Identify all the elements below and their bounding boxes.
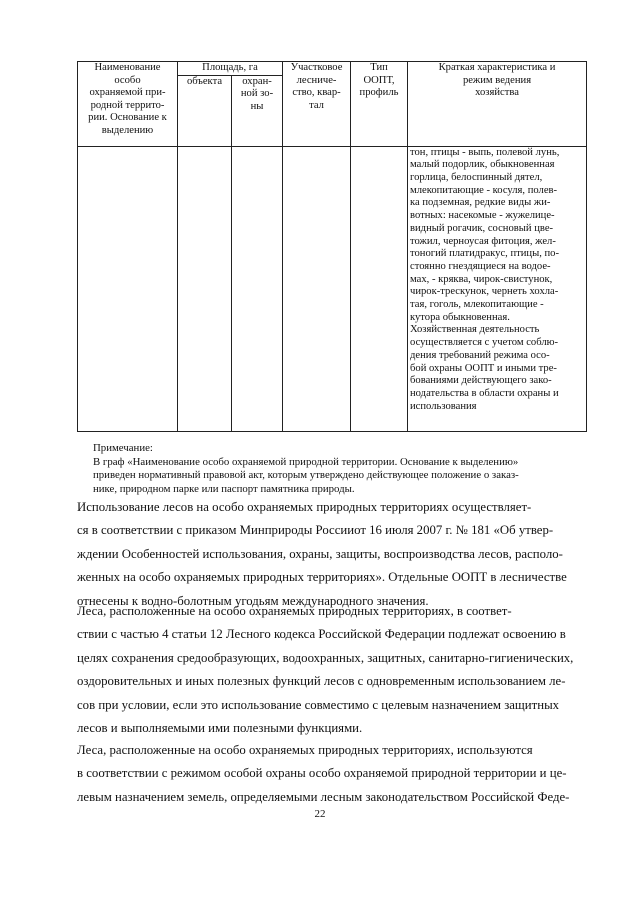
note-title: Примечание: [93,442,153,454]
cell-type [351,146,408,431]
paragraph-2: Леса, расположенные на особо охраняемых природных территориях, в соответ- ствии с частью 4 статьи 12 Лесного кодекса Российской Федерации подлежат освоению в целях сохранения средообразующих, водоохранных, защитных, санитарно-гигиенических, оздоровительных и иных полезных функций лесов с одновременным использованием ле- сов при условии, если это использование совместимо с целевым назначением защитных лесов и выполняемыми ими полезными функциями. [77,604,574,736]
page-number: 22 [314,808,326,820]
header-area-zone: охран- ной зо- ны [232,75,283,146]
cell-name [78,146,178,431]
paragraph-1: Использование лесов на особо охраняемых природных территориях осуществляет- ся в соответствии с приказом Минприроды Россииот 16 июля 2007 г. № 181 «Об утвер- ждении Особенностей использования, охраны, защиты, воспроизводства лесов, располо- женных на особо охраняемых природных территориях». Отдельные ООПТ в лесничестве отнесены к водно-болотным угодьям международного значения. [77,500,567,608]
cell-area-zone [232,146,283,431]
cell-area-object [178,146,232,431]
table-header-row [78,62,587,76]
header-area: Площадь, га [178,62,283,76]
table-row [78,146,587,431]
paragraph-3: Леса, расположенные на особо охраняемых природных территориях, используются в соответствии с режимом особой охраны особо охраняемой природной территории и це- левым назначением земель, определяемыми лесным законодательством Российской Феде- [77,743,570,804]
cell-district [283,146,351,431]
header-type: Тип ООПТ, профиль [351,62,408,147]
header-name: Наименование особо охраняемой при- родной террито- рии. Основание к выделению [78,62,178,147]
cell-description: тон, птицы - выпь, полевой лунь, малый подорлик, обыкновенная горлица, белоспинный дятел, млекопитающие - косуля, полев- ка подземная, редкие виды жи- вотных: насекомые - жужелице- видный рогачик, сосновый цве- тожил, черноусая фитоция, жел- тоногий платидракус, птицы, по- стоянно гнездящиеся на водое- мах, - кряква, чирок-свистунок, чирок-трескунок, чернеть хохла- тая, гоголь, млекопитающие - кутора обыкновенная. Хозяйственная деятельность осуществляется с учетом соблю- дения требований режима осо- бой охраны ООПТ и иными тре- бованиями действующего зако- нодательства в области охраны и использования [408,146,587,431]
header-description: Краткая характеристика и режим ведения хозяйства [408,62,587,147]
header-area-object: объекта [178,75,232,146]
ootp-table [77,61,587,432]
note-body: В граф «Наименование особо охраняемой природной территории. Основание к выделению» приведен нормативный правовой акт, которым утверждено действующее положение о заказ- нике, природном парке или паспорт памятника природы. [93,456,519,495]
header-district: Участковое лесниче- ство, квар- тал [283,62,351,147]
